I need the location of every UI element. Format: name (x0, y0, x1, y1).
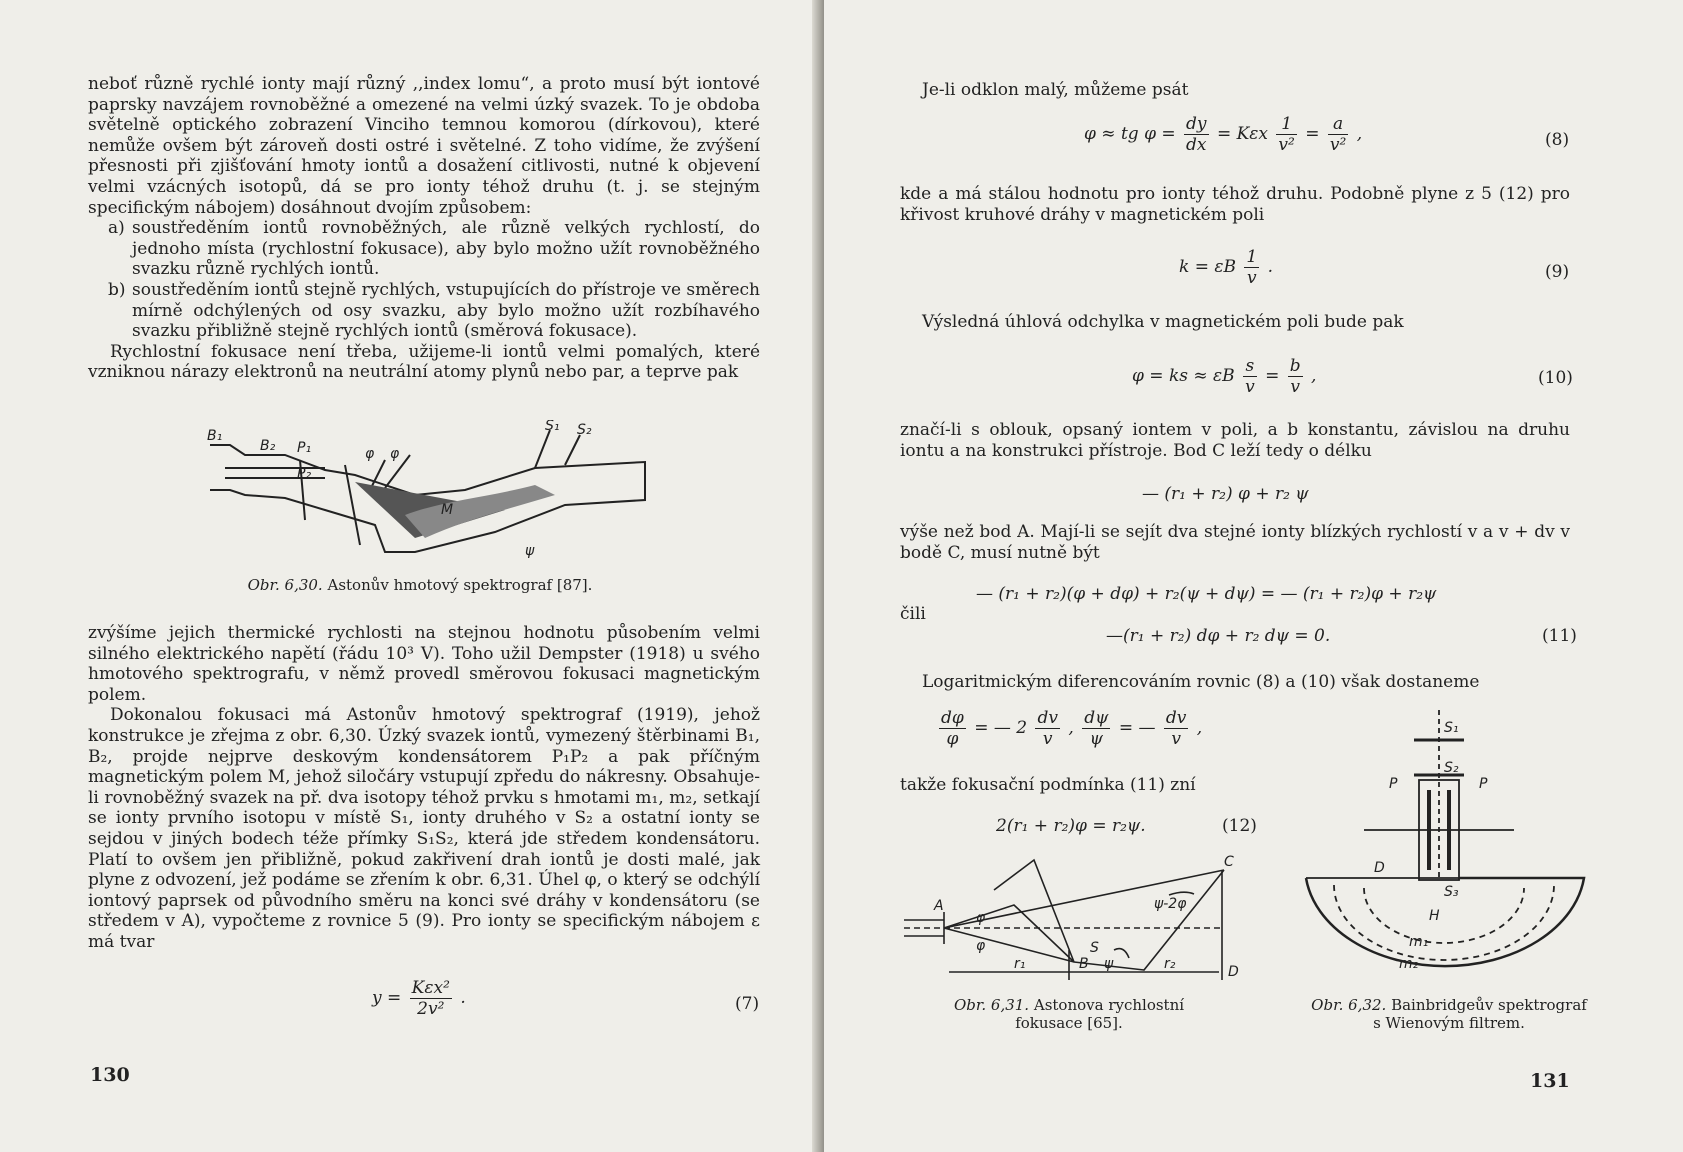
list-text: soustředěním iontů rovnoběžných, ale různě velkých rychlostí, do jednoho místa (rychlostní fokusace), aby bylo možno užít rovnoběžného svazku různě rychlých iontů. (132, 218, 760, 280)
fraction (1082, 708, 1110, 749)
label-phi: φ (365, 446, 375, 462)
caption-text: Astonova rychlostní (1033, 996, 1185, 1014)
label-p2: P₂ (297, 466, 312, 482)
equation-lhs: y = (372, 988, 402, 1008)
denominator: 2v² (417, 999, 445, 1019)
denominator: v (1042, 729, 1053, 749)
paragraph: Rychlostní fokusace není třeba, užijeme-li iontů velmi pomalých, které vzniknou nárazy elektronů na neutrální atomy plynů nebo par, a teprve pak (88, 341, 760, 383)
equation-tail: , (1356, 124, 1363, 144)
equation-tail: , (1311, 366, 1317, 386)
label-r1: r₁ (1014, 956, 1026, 972)
figure-caption (1284, 996, 1614, 1032)
denominator: v (1245, 377, 1255, 397)
label-d: D (1374, 860, 1385, 876)
equation-log (936, 708, 1202, 749)
numerator: dv (1165, 708, 1187, 728)
figure-bainbridge-spectrograph (1304, 710, 1604, 980)
figure-caption (200, 576, 640, 594)
equation-7 (372, 978, 466, 1019)
caption-number: Obr. 6,30. (247, 576, 323, 594)
word-cili: čili (900, 604, 926, 624)
equation-part: = (1305, 124, 1320, 144)
label-phi: φ (976, 938, 986, 954)
equation-11: —(r₁ + r₂) dφ + r₂ dψ = 0. (1106, 626, 1331, 646)
numerator: b (1289, 356, 1301, 376)
equation-number: (11) (1542, 626, 1577, 646)
left-page (0, 0, 824, 1152)
equation-part: = — 2 (974, 718, 1028, 738)
equation-number: (10) (1538, 368, 1573, 388)
label-phi: φ (390, 446, 400, 462)
equation-long: — (r₁ + r₂)(φ + dφ) + r₂(ψ + dψ) = — (r₁ + r₂)φ + r₂ψ (976, 584, 1437, 604)
label-psi: ψ (525, 543, 535, 559)
fraction (1288, 356, 1303, 397)
equation-length: — (r₁ + r₂) φ + r₂ ψ (1142, 484, 1309, 504)
page-number: 131 (1530, 1070, 1570, 1092)
label-psi: ψ (1104, 956, 1114, 972)
fraction (1328, 114, 1348, 155)
numerator: dφ (941, 708, 964, 728)
fraction (1184, 114, 1209, 155)
paragraph: Výsledná úhlová odchylka v magnetickém poli bude pak (922, 312, 1404, 332)
equation-part: φ = ks ≈ εB (1132, 366, 1235, 386)
equation-tail: . (460, 988, 466, 1008)
label-b1: B₁ (207, 428, 223, 444)
denominator: v² (1329, 135, 1347, 155)
right-page (824, 0, 1683, 1152)
label-b2: B₂ (260, 438, 276, 454)
fraction (1276, 114, 1296, 155)
label-s2: S₂ (1444, 760, 1459, 776)
fraction (1244, 247, 1259, 288)
label-phi: φ (976, 910, 986, 926)
label-c: C (1224, 854, 1234, 870)
paragraph: kde a má stálou hodnotu pro ionty téhož druhu. Podobně plyne z 5 (12) pro křivost kruhové dráhy v magnetickém poli (900, 184, 1570, 225)
label-m1: m₁ (1409, 934, 1429, 950)
label-p-left: P (1389, 776, 1398, 792)
fraction (939, 708, 966, 749)
fraction (410, 978, 452, 1019)
denominator: φ (946, 729, 959, 749)
denominator: ψ (1089, 729, 1103, 749)
caption-number: Obr. 6,31. (953, 996, 1030, 1014)
label-s1: S₁ (1444, 720, 1459, 736)
label-r2: r₂ (1164, 956, 1176, 972)
numerator: dv (1037, 708, 1058, 728)
denominator: v (1246, 268, 1257, 288)
equation-number: (12) (1222, 816, 1257, 836)
denominator: v² (1278, 135, 1295, 155)
caption-text: s Wienovým filtrem. (1373, 1014, 1525, 1032)
label-s1: S₁ (545, 420, 560, 434)
denominator: dx (1186, 135, 1207, 155)
numerator: 1 (1276, 114, 1296, 135)
figure-aston-spectrograph (205, 420, 665, 570)
paragraph: výše než bod A. Mají-li se sejít dva stejné ionty blízkých rychlostí v a v + dv v bodě C, musí nutně být (900, 522, 1570, 563)
numerator: s (1243, 356, 1257, 377)
equation-part: , (1068, 718, 1074, 738)
paragraph: Dokonalou fokusaci má Astonův hmotový spektrograf (1919), jehož konstrukce je zřejma z obr. 6,30. Úzký svazek iontů, vymezený štěrbinami B₁, B₂, projde nejprve deskovým kondensátorem P₁P₂ a pak příčným magnetickým polem M, jehož siločáry vstupují zpředu do nákresny. Obsahuje-li rovnoběžný svazek na př. dva isotopy téhož prvku s hmotami m₁, m₂, setkají se ionty prvního isotopu v místě S₁, ionty druhého v S₂ a ostatní ionty se sejdou v jiných bodech téže přímky S₁S₂, která jde středem kondensátoru. Platí to ovšem jen přibližně, pokud zakřivení drah iontů je dosti malé, jak plyne z odvození, jež podáme se zřením k obr. 6,31. Úhel φ, o který se odchýlí iontový paprsek od původního směru na konci své dráhy v kondensátoru (se středem v A), vypočteme z rovnice 5 (9). Pro ionty se specifickým nábojem ε má tvar (88, 705, 760, 952)
label-m2: m₂ (1399, 956, 1419, 972)
label-d: D (1228, 964, 1239, 980)
caption-text: Bainbridgeův spektrograf (1391, 996, 1587, 1014)
fraction (1243, 356, 1257, 397)
label-p-right: P (1479, 776, 1488, 792)
paragraph: Logaritmickým diferencováním rovnic (8) a (10) však dostaneme (922, 672, 1480, 692)
left-text-bottom (88, 623, 760, 953)
equation-8 (1084, 114, 1362, 155)
equation-12: 2(r₁ + r₂)φ = r₂ψ. (996, 816, 1146, 836)
equation-number: (8) (1545, 130, 1570, 150)
numerator: a (1328, 114, 1348, 135)
list-marker: a) (108, 218, 125, 239)
paragraph: takže fokusační podmínka (11) zní (900, 775, 1196, 795)
equation-part: = — (1118, 718, 1156, 738)
caption-text: fokusace [65]. (1015, 1014, 1123, 1032)
equation-part: = (1265, 366, 1280, 386)
list-marker: b) (108, 279, 126, 300)
list-text: soustředěním iontů stejně rychlých, vstupujících do přístroje ve směrech mírně odchýlených od osy svazku, aby bylo možno užít rozbíhavého svazku přibližně stejně rychlých iontů (směrová fokusace). (132, 279, 760, 342)
equation-tail: , (1196, 718, 1203, 738)
list-item (88, 218, 760, 280)
paragraph: neboť různě rychlé ionty mají různý ,,index lomu“, a proto musí být iontové paprsky navzájem rovnoběžné a omezené na velmi úzký svazek. To je obdoba světelně optického zobrazení Vinciho temnou komorou (dírkovou), které nemůže ovšem být zároveň dosti ostré i světelné. Z toho vidíme, že zvýšení přesnosti při zjišťování hmoty iontů a dosažení citlivosti, nutné k objevení velmi vzácných isotopů, dá se pro ionty téhož druhu (t. j. se stejným specifickým nábojem) dosáhnout dvojím způsobem: (88, 74, 760, 218)
equation-10 (1132, 356, 1316, 397)
caption-number: Obr. 6,32. (1311, 996, 1387, 1014)
label-a: A (934, 898, 944, 914)
label-h: H (1429, 908, 1440, 924)
equation-part: φ ≈ tg φ = (1084, 124, 1176, 144)
fraction (1164, 708, 1189, 749)
paragraph: zvýšíme jejich thermické rychlosti na stejnou hodnotu působením velmi silného elektrického napětí (řádu 10³ V). Toho užil Dempster (1918) u svého hmotového spektrografu, v němž provedl směrovou fokusaci magnetickým polem. (88, 623, 760, 705)
numerator: 1 (1246, 247, 1258, 267)
fraction (1035, 708, 1060, 749)
numerator: Kεx² (411, 978, 450, 998)
denominator: v (1290, 377, 1300, 397)
list-item (88, 280, 760, 342)
label-b: B (1079, 956, 1089, 972)
equation-tail: . (1267, 257, 1274, 277)
denominator: v (1171, 729, 1181, 749)
label-s2: S₂ (577, 422, 592, 438)
numerator: dy (1186, 114, 1207, 134)
label-s3: S₃ (1444, 884, 1459, 900)
label-m: M (441, 502, 454, 518)
paragraph: značí-li s oblouk, opsaný iontem v poli, a b konstantu, závislou na druhu iontu a na konstrukci přístroje. Bod C leží tedy o délku (900, 420, 1570, 461)
figure-caption (904, 996, 1234, 1032)
equation-number: (7) (735, 994, 760, 1014)
numerator: dψ (1084, 708, 1109, 728)
label-s: S (1090, 940, 1099, 956)
equation-9 (1179, 247, 1273, 288)
label-p1: P₁ (297, 440, 312, 456)
figure-velocity-focusing (894, 850, 1254, 990)
caption-text: Astonův hmotový spektrograf [87]. (327, 576, 593, 594)
equation-number: (9) (1545, 262, 1570, 282)
label-psi-2phi: ψ-2φ (1154, 896, 1187, 912)
paragraph: Je-li odklon malý, můžeme psát (922, 80, 1189, 100)
left-text-top (88, 74, 760, 383)
equation-part: = Kεx (1216, 124, 1268, 144)
page-number: 130 (90, 1064, 130, 1086)
equation-part: k = εB (1179, 257, 1236, 277)
